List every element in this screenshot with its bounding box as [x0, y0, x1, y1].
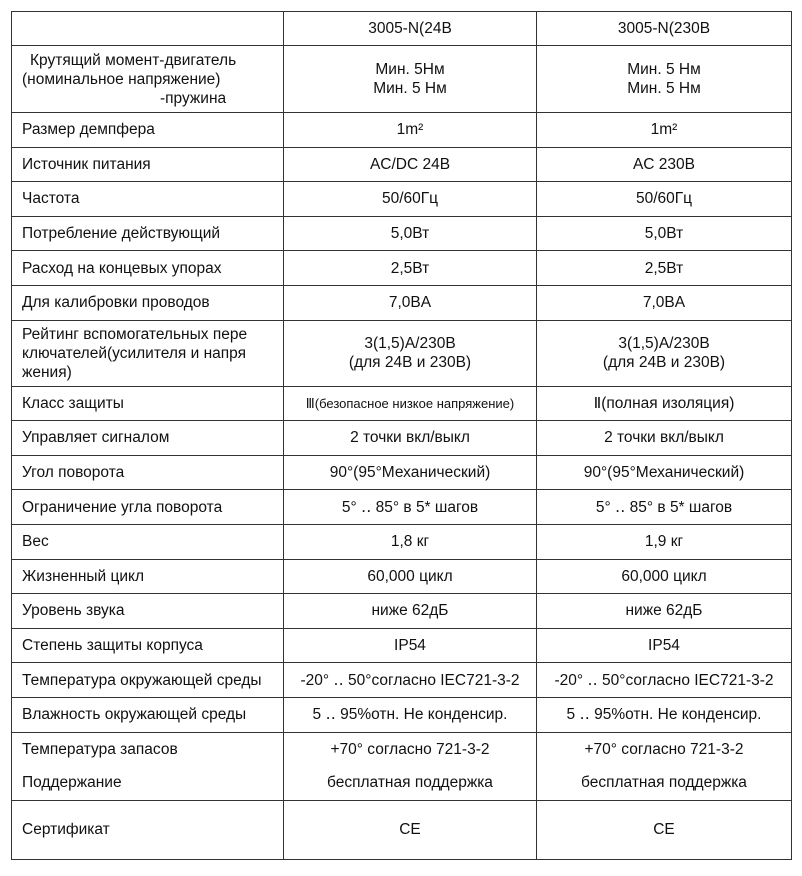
rating-label: Рейтинг вспомогательных пере ключателей(усилителя и напря жения) [12, 320, 284, 386]
row-label: Для калибровки проводов [12, 285, 284, 320]
row-value-230v: AC 230B [537, 147, 792, 182]
row-value-24v: 60,000 цикл [284, 559, 537, 594]
row-value-24v: 1,8 кг [284, 524, 537, 559]
table-row [12, 697, 792, 732]
row-value-24v: 1m² [284, 113, 537, 148]
row-value-230v: +70° согласно 721-3-2 [537, 732, 792, 766]
row-label: Поддержание [12, 766, 284, 800]
row-label: Класс защиты [12, 386, 284, 421]
row-value-230v: 1,9 кг [537, 524, 792, 559]
torque-row [12, 46, 792, 113]
row-label: Температура запасов [12, 732, 284, 766]
table-row [12, 628, 792, 663]
table-row [12, 524, 792, 559]
row-value-24v: +70° согласно 721-3-2 [284, 732, 537, 766]
row-value-230v: 90°(95°Механический) [537, 455, 792, 490]
row-value-230v: бесплатная поддержка [537, 766, 792, 800]
row-label: Частота [12, 182, 284, 217]
row-label: Управляет сигналом [12, 421, 284, 456]
row-value-230v: Ⅱ(полная изоляция) [537, 386, 792, 421]
row-value-24v: 2 точки вкл/выкл [284, 421, 537, 456]
row-label: Температура окружающей среды [12, 663, 284, 698]
row-value-24v: 90°(95°Механический) [284, 455, 537, 490]
row-value-24v: 5 ‥ 95%отн. Не конденсир. [284, 697, 537, 732]
header-230v: 3005-N(230B [537, 12, 792, 46]
row-value-24v: Ⅲ(безопасное низкое напряжение) [284, 386, 537, 421]
table-row [12, 113, 792, 148]
header-empty-cell [12, 12, 284, 46]
torque-24v: Мин. 5Нм Мин. 5 Нм [284, 46, 537, 113]
row-label: Жизненный цикл [12, 559, 284, 594]
row-value-24v: ниже 62дБ [284, 594, 537, 629]
header-24v: 3005-N(24B [284, 12, 537, 46]
row-value-230v: 2 точки вкл/выкл [537, 421, 792, 456]
row-value-24v: CE [284, 800, 537, 859]
row-value-24v: 5° ‥ 85° в 5* шагов [284, 490, 537, 525]
row-label: Вес [12, 524, 284, 559]
table-row [12, 182, 792, 217]
row-value-230v: ниже 62дБ [537, 594, 792, 629]
row-label: Размер демпфера [12, 113, 284, 148]
table-row [12, 216, 792, 251]
row-label: Ограничение угла поворота [12, 490, 284, 525]
row-label: Степень защиты корпуса [12, 628, 284, 663]
table-row [12, 594, 792, 629]
row-value-230v: 5,0Вт [537, 216, 792, 251]
row-label: Источник питания [12, 147, 284, 182]
row-value-230v: 50/60Гц [537, 182, 792, 217]
header-row [12, 12, 792, 46]
row-label: Влажность окружающей среды [12, 697, 284, 732]
table-row [12, 559, 792, 594]
table-row [12, 490, 792, 525]
table-row [12, 147, 792, 182]
rating-row [12, 320, 792, 386]
storage-row [12, 732, 792, 766]
row-value-230v: IP54 [537, 628, 792, 663]
certificate-row [12, 800, 792, 859]
table-row [12, 421, 792, 456]
spec-table [11, 11, 792, 860]
row-value-230v: -20° ‥ 50°согласно IEC721-3-2 [537, 663, 792, 698]
rating-24v: 3(1,5)A/230B (для 24В и 230В) [284, 320, 537, 386]
row-value-24v: 5,0Вт [284, 216, 537, 251]
row-value-24v: -20° ‥ 50°согласно IEC721-3-2 [284, 663, 537, 698]
row-value-230v: 2,5Вт [537, 251, 792, 286]
row-label: Потребление действующий [12, 216, 284, 251]
support-row [12, 766, 792, 800]
row-value-24v: 7,0BA [284, 285, 537, 320]
calibration-row [12, 285, 792, 320]
row-value-230v: 5 ‥ 95%отн. Не конденсир. [537, 697, 792, 732]
row-value-230v: 5° ‥ 85° в 5* шагов [537, 490, 792, 525]
row-value-24v: IP54 [284, 628, 537, 663]
torque-label: Крутящий момент-двигатель (номинальное напряжение) -пружина [12, 46, 284, 113]
rating-230v: 3(1,5)A/230B (для 24В и 230В) [537, 320, 792, 386]
row-label: Расход на концевых упорах [12, 251, 284, 286]
table-row [12, 455, 792, 490]
row-label: Уровень звука [12, 594, 284, 629]
row-value-24v: 50/60Гц [284, 182, 537, 217]
table-row [12, 663, 792, 698]
table-row [12, 251, 792, 286]
row-value-230v: 60,000 цикл [537, 559, 792, 594]
row-value-24v: 2,5Вт [284, 251, 537, 286]
row-value-230v: 7,0BA [537, 285, 792, 320]
row-value-230v: CE [537, 800, 792, 859]
protection-class-row [12, 386, 792, 421]
row-value-24v: бесплатная поддержка [284, 766, 537, 800]
row-label: Угол поворота [12, 455, 284, 490]
torque-230v: Мин. 5 Нм Мин. 5 Нм [537, 46, 792, 113]
row-value-24v: AC/DC 24B [284, 147, 537, 182]
row-label: Сертификат [12, 800, 284, 859]
row-value-230v: 1m² [537, 113, 792, 148]
